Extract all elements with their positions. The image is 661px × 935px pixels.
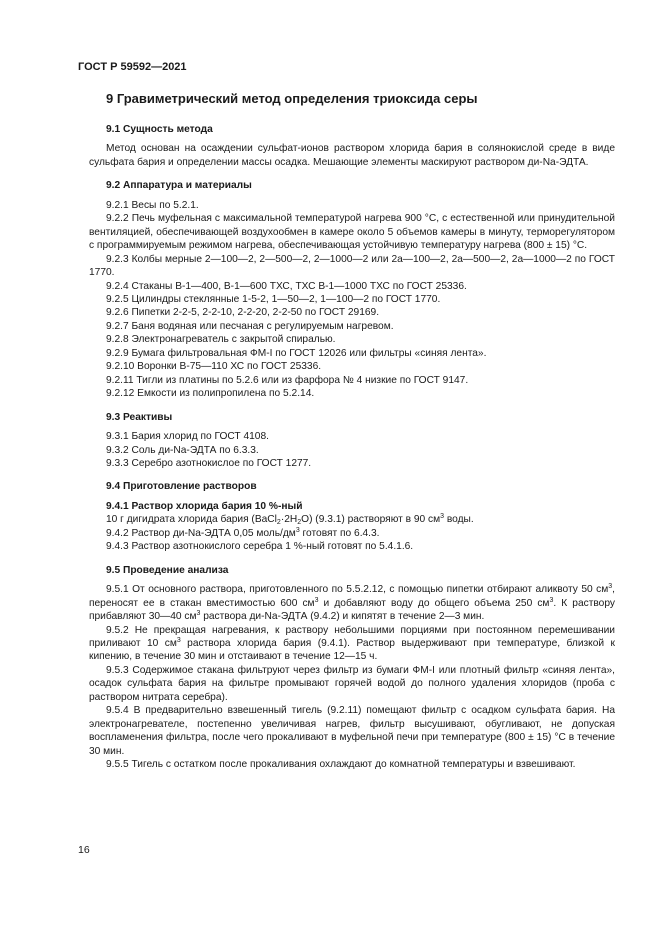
item-9-2-5: 9.2.5 Цилиндры стеклянные 1-5-2, 1—50—2, 1—100—2 по ГОСТ 1770. [106, 293, 441, 305]
subsection-9-3-title: 9.3 Реактивы [106, 411, 173, 423]
item-9-2-2: 9.2.2 Печь муфельная с максимальной температурой нагрева 900 °С, с естественной или принудительной вентиляцией, обеспечивающей воздухообмен в камере около 5 объемов камеры в минуту, терморегулятором с программируемым режимом нагрева, обеспечивающая устойчивую температуру нагрева (800 ± 15) °С. [89, 213, 615, 252]
paragraph-9-1: Метод основан на осаждении сульфат-ионов раствором хлорида бария в солянокислой среде в виде сульфата бария и определении массы осадка. Мешающие элементы маскируют раствором ди-Na-ЭДТА. [89, 143, 615, 168]
section-title: 9 Гравиметрический метод определения триоксида серы [106, 91, 478, 106]
item-9-4-1-text: 10 г дигидрата хлорида бария $(BaCl_2\cdot 2H_2O)$ (9.3.1) растворяют в 90 $см^3$ воды. [106, 513, 474, 527]
item-9-4-2: 9.4.2 Раствор ди-Na-ЭДТА 0,05 моль/$дм^3$ готовят по 6.4.3. [106, 526, 380, 539]
item-9-2-12: 9.2.12 Емкости из полипропилена по 5.2.14. [106, 388, 315, 400]
subsection-9-4-title: 9.4 Приготовление растворов [106, 481, 257, 493]
subsection-9-5-title: 9.5 Проведение анализа [106, 564, 229, 576]
item-9-3-1: 9.3.1 Бария хлорид по ГОСТ 4108. [106, 431, 269, 443]
item-9-2-8: 9.2.8 Электронагреватель с закрытой спиралью. [106, 334, 336, 346]
item-9-5-5: 9.5.5 Тигель с остатком после прокаливания охлаждают до комнатной температуры и взвешивают. [106, 759, 576, 771]
item-9-2-4: 9.2.4 Стаканы В-1—400, В-1—600 ТХС, ТХС В-1—1000 ТХС по ГОСТ 25336. [106, 280, 467, 292]
item-9-5-4: 9.5.4 В предварительно взвешенный тигель (9.2.11) помещают фильтр с осадком сульфата бария. На электронагревателе, постепенно увеличивая нагрев, фильтр высушивают, обугливают, не допуская воспламенения фильтра, после чего прокаливают в муфельной печи при температуре (800 ± 15) °С в течение 30 мин. [89, 705, 615, 757]
item-9-2-6: 9.2.6 Пипетки 2-2-5, 2-2-10, 2-2-20, 2-2-50 по ГОСТ 29169. [106, 307, 380, 319]
item-9-4-1-title: 9.4.1 Раствор хлорида бария 10 %-ный [106, 500, 303, 512]
item-9-2-1: 9.2.1 Весы по 5.2.1. [106, 199, 199, 211]
subsection-9-1-title: 9.1 Сущность метода [106, 124, 213, 135]
item-9-2-7: 9.2.7 Баня водяная или песчаная с регулируемым нагревом. [106, 320, 394, 332]
item-9-5-3: 9.5.3 Содержимое стакана фильтруют через фильтр из бумаги ФМ-I или плотный фильтр «синяя лента», осадок сульфата бария на фильтре промывают горячей водой до полного удаления хлоридов (проба с раствором нитрата серебра). [89, 664, 615, 703]
standard-header: ГОСТ Р 59592—2021 [78, 61, 187, 73]
item-9-3-3: 9.3.3 Серебро азотнокислое по ГОСТ 1277. [106, 457, 312, 469]
item-9-4-3: 9.4.3 Раствор азотнокислого серебра 1 %-ный готовят по 5.4.1.6. [106, 541, 414, 553]
item-9-5-1: 9.5.1 От основного раствора, приготовленного по 5.5.2.12, с помощью пипетки отбирают аликвоту 50 $см^3$, переносят ее в стакан вместимостью 600 $см^3$ и добавляют воду до общего объема 250 $см^3$. К раствору прибавляют 30—40 $см^3$ раствора ди-Na-ЭДТА (9.4.2) и кипятят в течение 2—3 мин. [89, 583, 615, 623]
item-9-5-2: 9.5.2 Не прекращая нагревания, к раствору небольшими порциями при постоянном перемешивании приливают 10 $см^3$ раствора хлорида бария (9.4.1). Раствор выдерживают при температуре, близкой к кипению, в течение 30 мин и отстаивают в течение 12—15 ч. [89, 624, 615, 663]
item-9-3-2: 9.3.2 Соль ди-Na-ЭДТА по 6.3.3. [106, 444, 259, 456]
subsection-9-2-title: 9.2 Аппаратура и материалы [106, 180, 252, 192]
page-content [89, 91, 615, 771]
item-9-2-9: 9.2.9 Бумага фильтровальная ФМ-I по ГОСТ 12026 или фильтры «синяя лента». [106, 347, 487, 359]
item-9-2-3: 9.2.3 Колбы мерные 2—100—2, 2—500—2, 2—1000—2 или 2а—100—2, 2а—500—2, 2а—1000—2 по ГОСТ 1770. [89, 253, 615, 279]
page-number: 16 [78, 844, 90, 856]
item-9-2-11: 9.2.11 Тигли из платины по 5.2.6 или из фарфора № 4 низкие по ГОСТ 9147. [106, 374, 469, 386]
item-9-2-10: 9.2.10 Воронки В-75—110 ХС по ГОСТ 25336. [106, 361, 322, 373]
